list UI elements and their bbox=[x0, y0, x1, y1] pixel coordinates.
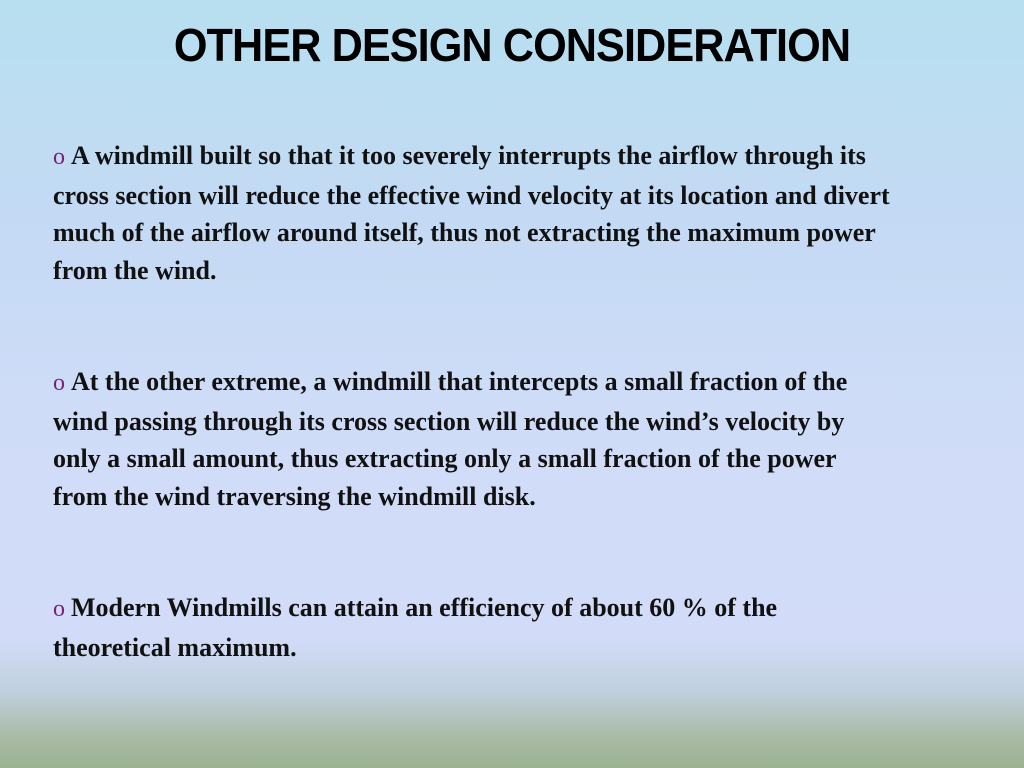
bullet-item bbox=[53, 363, 893, 515]
bullet-marker-icon: o bbox=[53, 144, 65, 170]
bullet-text: A windmill built so that it too severely interrupts the airflow through its cross section will reduce the effective wind velocity at its location and divert much of the airflow around itself, thus not extracting the maximum power from the wind. bbox=[53, 141, 890, 285]
bullet-text: Modern Windmills can attain an efficiency of about 60 % of the theoretical maximum. bbox=[53, 593, 778, 662]
slide-title: OTHER DESIGN CONSIDERATION bbox=[173, 19, 851, 71]
bullet-item bbox=[53, 137, 893, 289]
bullet-item bbox=[53, 589, 893, 666]
bullet-text: At the other extreme, a windmill that intercepts a small fraction of the wind passing through its cross section will reduce the wind’s velocity by only a small amount, thus extracting only a small fraction of the power from the wind traversing the windmill disk. bbox=[53, 367, 848, 511]
bullet-marker-icon: o bbox=[53, 370, 65, 396]
bullet-marker-icon: o bbox=[53, 596, 65, 622]
bullet-list bbox=[53, 137, 893, 666]
